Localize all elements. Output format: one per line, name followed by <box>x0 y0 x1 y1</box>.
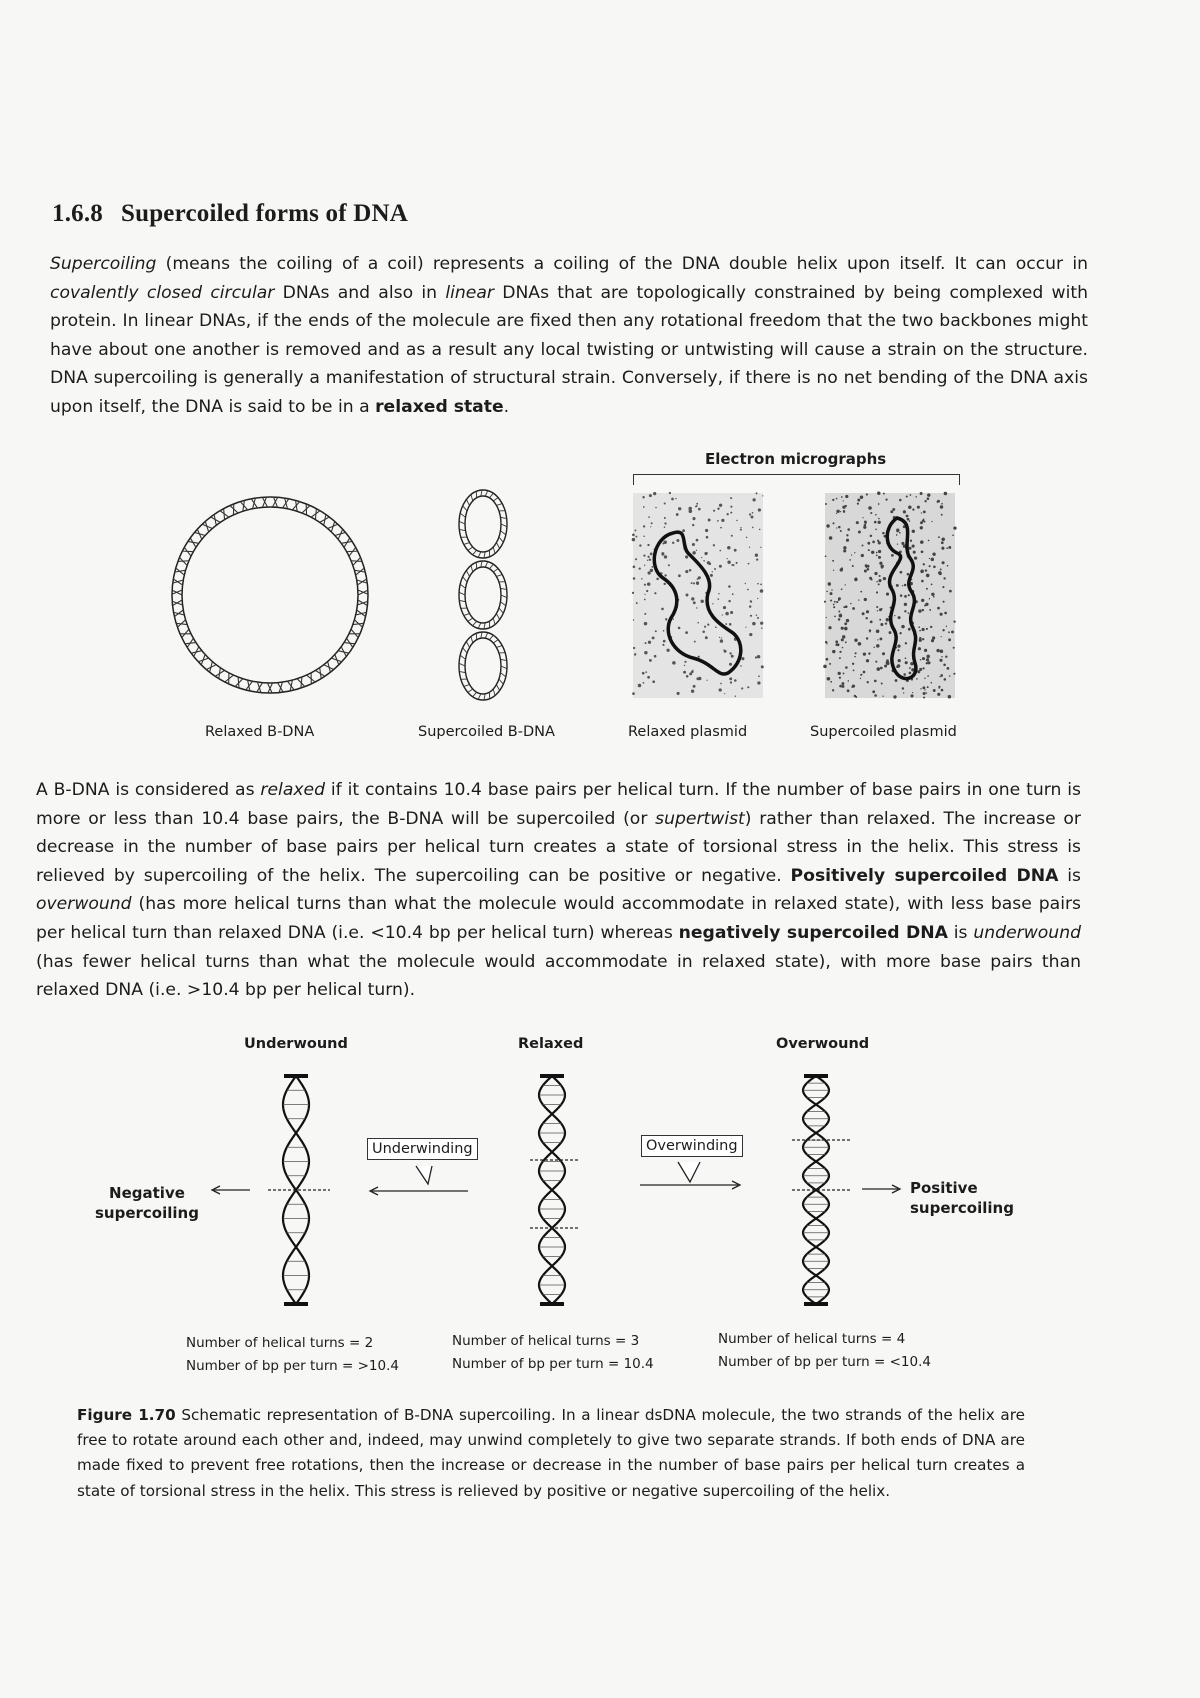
text-run: is <box>947 922 974 943</box>
underwound-bp: Number of bp per turn = >10.4 <box>186 1358 399 1374</box>
label-relaxed-plasmid: Relaxed plasmid <box>628 724 748 740</box>
text-run: ) rather than relaxed. The increase or decrease in the number of base pairs per helical turn creates a state of torsional stress in the helix. This stress is relieved by supercoiling of the helix. The supercoiling can be positive or negative. <box>36 808 1081 886</box>
underwound-stats <box>186 1332 399 1378</box>
negative-line2: supercoiling <box>95 1204 199 1222</box>
label-relaxed-bdna: Relaxed B-DNA <box>205 724 315 740</box>
text-run: negatively supercoiled DNA <box>678 922 948 943</box>
label-underwound: Underwound <box>244 1036 348 1052</box>
text-run: covalently closed circular <box>50 282 275 303</box>
label-supercoiled-plasmid: Supercoiled plasmid <box>810 724 957 740</box>
section-number: 1.6.8 <box>52 200 103 227</box>
overwound-stats <box>718 1328 931 1374</box>
text-run: underwound <box>973 922 1081 943</box>
positive-line2: supercoiling <box>910 1199 1014 1217</box>
text-run: if it contains 10.4 base pairs per helical turn. If the number of base pairs in one turn is more or less than 10.4 base pairs, the B-DNA will be supercoiled (or <box>36 780 1081 829</box>
text-run: relaxed <box>260 780 326 800</box>
text-run: supertwist <box>655 808 745 829</box>
overwinding-callout: Overwinding <box>641 1135 743 1157</box>
overwound-turns: Number of helical turns = 4 <box>718 1331 906 1347</box>
text-run: is <box>1058 865 1081 886</box>
section-title: Supercoiled forms of DNA <box>121 200 408 227</box>
label-relaxed: Relaxed <box>518 1036 584 1052</box>
text-run: Positively supercoiled DNA <box>790 865 1059 886</box>
label-overwound: Overwound <box>776 1036 870 1052</box>
figure-caption <box>77 1403 1025 1504</box>
text-run: linear <box>445 282 494 303</box>
text-run: (has fewer helical turns than what the molecule would accommodate in relaxed state), with more base pairs than relaxed DNA (i.e. >10.4 bp per helical turn). <box>36 951 1081 1001</box>
positive-line1: Positive <box>910 1179 978 1197</box>
text-run: (means the coiling of a coil) represents a coiling of the DNA double helix upon itself. It can occur in <box>156 254 1088 274</box>
label-negative-supercoiling <box>95 1183 199 1223</box>
electron-micrographs-label: Electron micrographs <box>705 450 887 468</box>
text-run: DNAs and also in <box>274 282 446 303</box>
underwound-turns: Number of helical turns = 2 <box>186 1335 374 1351</box>
text-run: DNAs that are topologically constrained by being complexed with protein. In linear DNAs, if the ends of the molecule are fixed then any rotational freedom that the two backbones might have about one another is removed and as a result any local twisting or untwisting will cause a strain on the structure. DNA supercoiling is generally a manifestation of structural strain. Conversely, if there is no net bending of the DNA axis upon itself, the DNA is said to be in a <box>50 282 1088 417</box>
text-run: relaxed state <box>375 396 504 417</box>
text-run: Figure 1.70 <box>77 1406 176 1424</box>
relaxed-stats <box>452 1330 654 1376</box>
text-run: (has more helical turns than what the molecule would accommodate in relaxed state), with less base pairs per helical turn than relaxed DNA (i.e. <10.4 bp per helical turn) whereas <box>36 894 1081 943</box>
underwinding-callout: Underwinding <box>367 1138 478 1160</box>
label-supercoiled-bdna: Supercoiled B-DNA <box>418 724 555 740</box>
relaxed-turns: Number of helical turns = 3 <box>452 1333 640 1349</box>
negative-line1: Negative <box>109 1184 185 1202</box>
overwound-bp: Number of bp per turn = <10.4 <box>718 1354 931 1370</box>
text-run: Schematic representation of B-DNA supercoiling. In a linear dsDNA molecule, the two strands of the helix are free to rotate around each other and, indeed, may unwind completely to give two separate strands. If both ends of DNA are made fixed to prevent free rotations, then the increase or decrease in the number of base pairs per helical turn creates a state of torsional stress in the helix. This stress is relieved by positive or negative supercoiling of the helix. <box>77 1406 1025 1500</box>
relaxed-bp: Number of bp per turn = 10.4 <box>452 1356 654 1372</box>
text-run: . <box>503 396 510 417</box>
text-run: Supercoiling <box>50 254 157 274</box>
text-run: A B-DNA is considered as <box>36 780 261 800</box>
text-run: overwound <box>36 894 132 915</box>
label-positive-supercoiling <box>910 1178 1014 1218</box>
